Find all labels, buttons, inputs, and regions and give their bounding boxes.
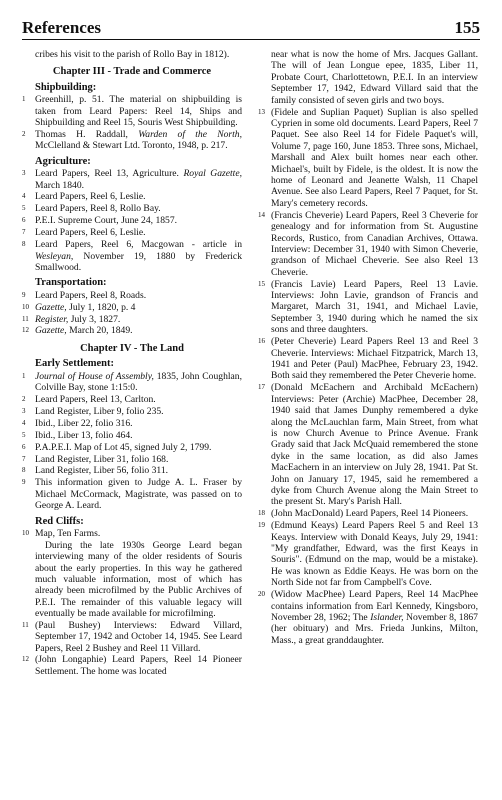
footnote: 5 Ibid., Liber 13, folio 464. — [22, 429, 133, 441]
footnote: 20 (Widow MacPhee) Leard Papers, Reel 14 MacPhee contains information from Earl Kennedy, Kingsboro, November 28, 1962; The Islander, November 8, 1867 (her obituary) and Mrs. Frieda Junkins, Milton, Mass., a great granddaughter. — [258, 589, 478, 646]
footnote: 6 P.A.P.E.I. Map of Lot 45, signed July 2, 1799. — [22, 441, 212, 453]
footnote: 1 Journal of House of Assembly, 1835, John Coughlan, Colville Bay, stone 1:15:0. — [22, 370, 242, 394]
continued-note: cribes his visit to the parish of Rollo Bay in 1812). — [35, 49, 230, 60]
footnote: 4 Ibid., Liber 22, folio 316. — [22, 417, 133, 429]
footnote-number: 5 — [22, 204, 26, 213]
footnote-number: 12 — [22, 655, 29, 664]
footnote: 7 Leard Papers, Reel 6, Leslie. — [22, 227, 146, 239]
footnote: 17 (Donald McEachern and Archibald McEachern) Interviews: Peter (Archie) MacPhee, December 28, 1940 said that James Dunphy remembered a dyke along the McLauchlan farm, Main Street, from what is now Church Avenue to Prince Avenue. Frank Grady said that Jack McQuaid remembered the stone dyke in the same location, as did also James MacEachern in an interview on July 28, 1941. Pat St. John on January 17, 1945, said he remembered a dyke from Church Avenue along the Main Street to the present St. Mary's Parish Hall. — [258, 382, 478, 508]
footnote-number: 11 — [22, 314, 29, 323]
footnote-number: 10 — [22, 528, 29, 537]
footnote: 7 Land Register, Liber 31, folio 168. — [22, 453, 169, 465]
footnote: 18 (John MacDonald) Leard Papers, Reel 14 Pioneers. — [258, 508, 469, 520]
footnote-number: 9 — [22, 290, 26, 299]
right-column — [258, 49, 478, 647]
section-heading: Agriculture: — [35, 155, 91, 167]
section-heading: Red Cliffs: — [35, 515, 84, 527]
footnote-number: 6 — [22, 442, 26, 451]
footnote: 12 Gazette, March 20, 1849. — [22, 325, 133, 337]
footnote: 3 Leard Papers, Reel 13, Agriculture. Royal Gazette, March 1840. — [22, 168, 243, 191]
section-heading: Shipbuilding: — [35, 81, 97, 93]
footnote-number: 2 — [22, 129, 26, 138]
footnote: 11 (Paul Bushey) Interviews: Edward Villard, September 17, 1942 and October 14, 1945. See Leard Papers, Reel 2 Bushey and Reel 11 Villard. — [22, 619, 242, 654]
footnote-number: 16 — [258, 337, 265, 346]
footnote: 2 Leard Papers, Reel 13, Carlton. — [22, 393, 156, 405]
running-title: References — [22, 18, 101, 37]
footnote-number: 9 — [22, 478, 26, 487]
footnote: 15 (Francis Lavie) Leard Papers, Reel 13 Lavie. Interviews: John Lavie, grandson of Francis and Margaret, March 31, 1941, and Michael Lavie, September 3, 1940 during which he named the six sons and three daughters. — [258, 278, 478, 336]
footnote-number: 8 — [22, 466, 26, 475]
footnote-number: 17 — [258, 383, 265, 392]
footnote: 11 Register, July 3, 1827. — [22, 313, 121, 325]
footnote: 2 Thomas H. Raddall, Warden of the North, McClelland & Stewart Ltd. Toronto, 1948, p. 217. — [22, 128, 242, 152]
footnote-number: 4 — [22, 418, 26, 427]
footnote: 3 Land Register, Liber 9, folio 235. — [22, 405, 164, 417]
footnote: 10 Map, Ten Farms. — [22, 527, 101, 539]
footnote: 9 This information given to Judge A. L. Fraser by Michael McCormack, Magistrate, was passed on to George A. Leard. — [22, 477, 242, 512]
chapter-heading: Chapter III - Trade and Commerce — [52, 66, 212, 78]
footnote: 1 Greenhill, p. 51. The material on shipbuilding is taken from Leard Papers: Reel 14, Ships and Shipbuilding and Reel 15, Souris West Shipbuilding. — [22, 94, 242, 129]
footnote: 12 (John Longaphie) Leard Papers, Reel 14 Pioneer Settlement. The home was located — [22, 654, 242, 677]
footnote: 16 (Peter Cheverie) Leard Papers Reel 13 and Reel 3 Cheverie. Interviews: Michael Fitzpatrick, March 13, 1941 and Peter (Paul) MacPhee, February 23, 1942. Both said they remembered the Peter Cheverie home. — [258, 336, 478, 382]
footnote: 4 Leard Papers, Reel 6, Leslie. — [22, 191, 146, 203]
continued-note: near what is now the home of Mrs. Jacques Gallant. The will of Jean Longue epee, 1835, Liber 11, Probate Court, Charlottetown, P.E.I. In an interview September 17, 1942, Edward Villard said that the family consisted of seven girls and two boys. — [271, 49, 478, 106]
footnote: 5 Leard Papers, Reel 8, Rollo Bay. — [22, 203, 161, 215]
page-header — [22, 18, 480, 40]
footnote-number: 13 — [258, 107, 265, 116]
footnote-number: 4 — [22, 192, 26, 201]
footnote-number: 1 — [22, 95, 26, 104]
chapter-heading: Chapter IV - The Land — [80, 342, 184, 354]
footnote-number: 20 — [258, 590, 265, 599]
footnote: 6 P.E.I. Supreme Court, June 24, 1857. — [22, 215, 178, 227]
section-heading: Transportation: — [35, 277, 107, 289]
footnote-number: 6 — [22, 216, 26, 225]
footnote-number: 19 — [258, 521, 265, 530]
footnote: 14 (Francis Cheverie) Leard Papers, Reel 3 Cheverie for genealogy and for information from St. Augustine Records, Rustico, from Canadian Archives, Ottawa. Interview: December 31, 1940 with Simon Cheverie, grandson of Michael Cheverie. See also Reel 13 Cheverie. — [258, 209, 478, 278]
footnote: 9 Leard Papers, Reel 8, Roads. — [22, 289, 147, 301]
footnote-number: 8 — [22, 240, 26, 249]
footnote-number: 7 — [22, 228, 26, 237]
footnote-number: 12 — [22, 326, 29, 335]
footnote-number: 5 — [22, 430, 26, 439]
footnote: 8 Leard Papers, Reel 6, Macgowan - article in Wesleyan, November 19, 1880 by Frederick Smallwood. — [22, 239, 242, 273]
section-heading: Early Settlement: — [35, 358, 115, 370]
footnote-number: 7 — [22, 454, 26, 463]
page-number: 155 — [454, 18, 480, 37]
left-column — [22, 49, 242, 678]
footnote-number: 10 — [22, 302, 29, 311]
footnote-number: 15 — [258, 279, 265, 288]
footnote: 13 (Fidele and Suplian Paquet) Suplian is also spelled Cyprien in some old documents. Leard Papers, Reel 7 Paquet. See also Reel 14 for Fidele Paquet's will, Volume 7, page 160, June 1853. Three sons, Michael, Marshall and Alex built homes near each other. Michael's, built by Fidele, is the oldest. It is now the home of Leonard and Jeanette Walsh, 11 Chapel Avenue. See also Leard Papers, Reel 7 Paquet, for St. Mary's cemetery records. — [258, 106, 478, 209]
footnote-number: 11 — [22, 620, 29, 629]
footnote: 8 Land Register, Liber 56, folio 311. — [22, 465, 169, 477]
footnote: 10 Gazette, July 1, 1820, p. 4 — [22, 301, 136, 313]
footnote: 19 (Edmund Keays) Leard Papers Reel 5 and Reel 13 Keays. Interview with Donald Keays, July 29, 1941: "My grandfather, Edward, was the first Keays in Souris". (Edmund on the map, would be a mistake). He was known as Eddie Keays. He was born on the North Side not far from Campbell's Cove. — [258, 520, 478, 589]
footnote-number: 18 — [258, 509, 265, 518]
footnote-number: 2 — [22, 394, 26, 403]
footnote-number: 3 — [22, 169, 26, 178]
body-paragraph: During the late 1930s George Leard began interviewing many of the older residents of Souris about the early properties. In this way he gathered much valuable information, most of which has already been microfilmed by the Public Archives of P.E.I. The remainder of this valuable legacy will eventually be made available for microfilming. — [35, 539, 242, 620]
footnote-number: 3 — [22, 406, 26, 415]
footnote-number: 1 — [22, 371, 26, 380]
footnote-number: 14 — [258, 210, 265, 219]
